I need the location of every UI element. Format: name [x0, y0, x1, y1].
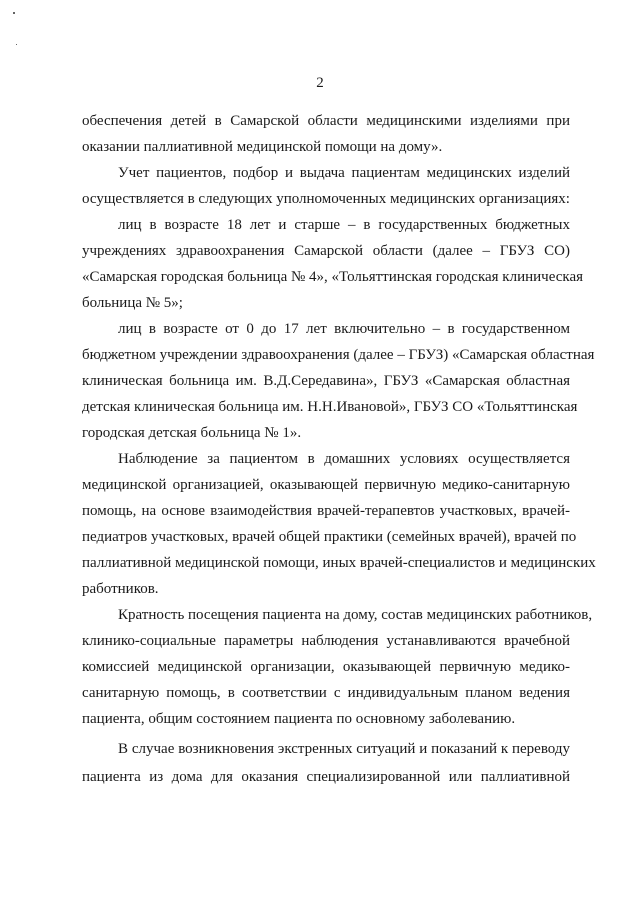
text-line: бюджетном учреждении здравоохранения (далее – ГБУЗ) «Самарская областная	[82, 347, 595, 363]
text-line: лиц в возрасте от 0 до 17 лет включительно – в государственном	[118, 321, 570, 337]
text-line: Наблюдение за пациентом в домашних условиях осуществляется	[118, 451, 570, 467]
scan-speck	[16, 44, 17, 45]
text-line: «Самарская городская больница № 4», «Тольяттинская городская клиническая	[82, 269, 584, 285]
text-line: больница № 5»;	[82, 295, 183, 311]
text-line: комиссией медицинской организации, оказывающей первичную медико-	[82, 659, 570, 675]
text-line: В случае возникновения экстренных ситуаций и показаний к переводу	[118, 741, 570, 757]
text-line: обеспечения детей в Самарской области медицинскими изделиями при	[82, 113, 570, 129]
text-line: осуществляется в следующих уполномоченных медицинских организациях:	[82, 191, 570, 207]
text-line: клиническая больница им. В.Д.Середавина», ГБУЗ «Самарская областная	[82, 373, 570, 389]
text-line: работников.	[82, 581, 159, 597]
page-number: 2	[316, 75, 324, 91]
text-line: пациента, общим состоянием пациента по основному заболеванию.	[82, 711, 516, 727]
text-line: педиатров участковых, врачей общей практики (семейных врачей), врачей по	[82, 529, 577, 545]
text-line: помощь, на основе взаимодействия врачей-терапевтов участковых, врачей-	[82, 503, 570, 519]
text-line: Кратность посещения пациента на дому, состав медицинских работников,	[118, 607, 593, 623]
text-line: детская клиническая больница им. Н.Н.Ивановой», ГБУЗ СО «Тольяттинская	[82, 399, 578, 415]
text-line: клинико-социальные параметры наблюдения устанавливаются врачебной	[82, 633, 570, 649]
text-line: оказании паллиативной медицинской помощи на дому».	[82, 139, 443, 155]
text-line: медицинской организацией, оказывающей первичную медико-санитарную	[82, 477, 570, 493]
text-line: учреждениях здравоохранения Самарской области (далее – ГБУЗ СО)	[82, 243, 570, 259]
text-line: лиц в возрасте 18 лет и старше – в государственных бюджетных	[118, 217, 570, 233]
scan-speck	[13, 12, 15, 14]
text-line: санитарную помощь, в соответствии с индивидуальным планом ведения	[82, 685, 570, 701]
text-line: городская детская больница № 1».	[82, 425, 302, 441]
text-line: Учет пациентов, подбор и выдача пациентам медицинских изделий	[118, 165, 570, 181]
text-line: паллиативной медицинской помощи, иных врачей-специалистов и медицинских	[82, 555, 596, 571]
text-line: пациента из дома для оказания специализированной или паллиативной	[82, 769, 570, 785]
